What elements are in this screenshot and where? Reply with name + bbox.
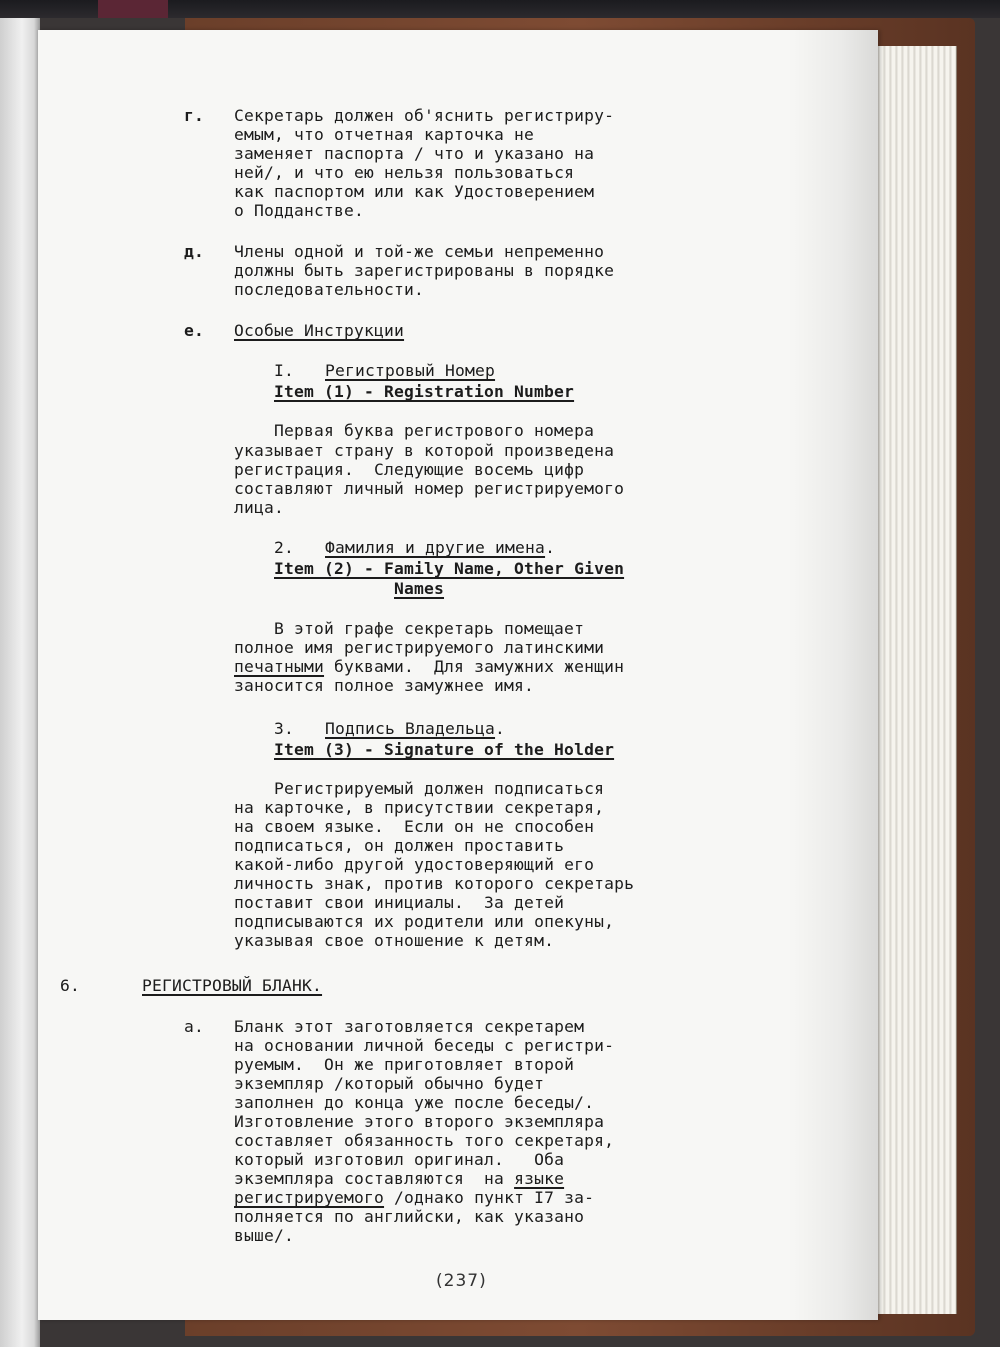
item-d-line-1: Члены одной и той-же семьи непременно <box>234 242 605 261</box>
scanner-top-edge <box>0 0 1000 18</box>
s6a-line-8: который изготовил оригинал. Оба <box>234 1150 565 1169</box>
sub1-line-1: Первая буква регистрового номера <box>274 421 595 440</box>
page-shadow <box>788 30 878 1320</box>
sub1-title-en: Item (1) - Registration Number <box>274 382 575 401</box>
sub2-title-ru-wrap <box>325 538 555 558</box>
item-e-heading: Особые Инструкции <box>234 321 405 340</box>
sub1-title-ru: Регистровый Номер <box>325 361 496 380</box>
document-page <box>38 30 878 1320</box>
sub1-number: I. <box>274 361 295 380</box>
item-g-line-5: как паспортом или как Удостоверением <box>234 182 595 201</box>
sub2-title-ru: Фамилия и другие имена <box>325 538 546 557</box>
sub2-line-3 <box>234 657 624 677</box>
s6a-underlined-registriruemogo: регистрируемого <box>234 1188 385 1207</box>
sub3-title-ru-wrap <box>325 719 505 739</box>
sub3-line-8: подписываются их родители или опекуны, <box>234 912 615 931</box>
sub3-title-ru: Подпись Владельца <box>325 719 496 738</box>
sub3-line-5: какой-либо другой удостоверяющий его <box>234 855 595 874</box>
sub2-number: 2. <box>274 538 295 557</box>
item-g-line-2: емым, что отчетная карточка не <box>234 125 535 144</box>
item-g-line-6: о Подданстве. <box>234 201 365 220</box>
s6a-line-4: экземпляр /который обычно будет <box>234 1074 545 1093</box>
sub3-line-7: поставит свои инициалы. За детей <box>234 893 565 912</box>
sub1-line-5: лица. <box>234 498 285 517</box>
s6a-line-12: выше/. <box>234 1226 295 1245</box>
item-d-line-3: последовательности. <box>234 280 425 299</box>
sub3-number: 3. <box>274 719 295 738</box>
item-g-line-1: Секретарь должен об'яснить регистриру- <box>234 106 615 125</box>
red-mark <box>98 0 168 18</box>
s6a-line-3: руемым. Он же приготовляет второй <box>234 1055 575 1074</box>
page-edges <box>868 46 957 1314</box>
s6a-line-1: Бланк этот заготовляется секретарем <box>234 1017 585 1036</box>
sub3-line-9: указывая свое отношение к детям. <box>234 931 555 950</box>
section6-heading: РЕГИСТРОВЫЙ БЛАНК. <box>142 976 323 995</box>
sub2-line-3-rest: буквами. Для замужних женщин <box>324 657 625 676</box>
sub2-title-en: Item (2) - Family Name, Other Given <box>274 559 625 578</box>
sub1-line-2: указывает страну в которой произведена <box>234 441 615 460</box>
item-d-line-2: должны быть зарегистрированы в порядке <box>234 261 615 280</box>
item-d-marker: д. <box>184 242 205 261</box>
s6a-line-5: заполнен до конца уже после беседы/. <box>234 1093 595 1112</box>
sub3-line-6: личность знак, против которого секретарь <box>234 874 635 893</box>
sub3-title-en: Item (3) - Signature of the Holder <box>274 740 615 759</box>
s6a-line-9 <box>234 1169 564 1189</box>
s6a-line-6: Изготовление этого второго экземпляра <box>234 1112 605 1131</box>
s6a-line-7: составляет обязанность того секретаря, <box>234 1131 615 1150</box>
sub1-line-4: составляют личный номер регистрируемого <box>234 479 625 498</box>
sub1-line-3: регистрация. Следующие восемь цифр <box>234 460 585 479</box>
sub3-line-1: Регистрируемый должен подписаться <box>274 779 605 798</box>
sub2-title-ru-tail: . <box>545 538 556 557</box>
s6a-line-10-rest: /однако пункт I7 за- <box>384 1188 595 1207</box>
s6a-line-10 <box>234 1188 594 1208</box>
sub3-line-4: подписаться, он должен проставить <box>234 836 565 855</box>
section6-number: 6. <box>60 976 81 995</box>
sub2-title-en-2: Names <box>394 579 445 598</box>
sub2-line-2: полное имя регистрируемого латинскими <box>234 638 605 657</box>
s6a-line-11: полняется по английски, как указано <box>234 1207 585 1226</box>
sub2-line-1: В этой графе секретарь помещает <box>274 619 585 638</box>
section6-a-marker: а. <box>184 1017 205 1036</box>
sub3-line-2: на карточке, в присутствии секретаря, <box>234 798 605 817</box>
s6a-underlined-yazyke: языке <box>514 1169 565 1188</box>
item-g-line-4: ней/, и что ею нельзя пользоваться <box>234 163 575 182</box>
item-g-line-3: заменяет паспорта / что и указано на <box>234 144 595 163</box>
item-g-marker: г. <box>184 106 205 125</box>
s6a-line-2: на основании личной беседы с регистри- <box>234 1036 615 1055</box>
scanner-left-edge <box>0 0 40 1347</box>
sub2-underlined-word: печатными <box>234 657 325 676</box>
page-number: (237) <box>436 1271 487 1291</box>
s6a-line-9-start: экземпляра составляются на <box>234 1169 515 1188</box>
sub3-title-ru-tail: . <box>495 719 506 738</box>
sub2-line-4: заносится полное замужнее имя. <box>234 676 535 695</box>
sub3-line-3: на своем языке. Если он не способен <box>234 817 595 836</box>
item-e-marker: е. <box>184 321 205 340</box>
